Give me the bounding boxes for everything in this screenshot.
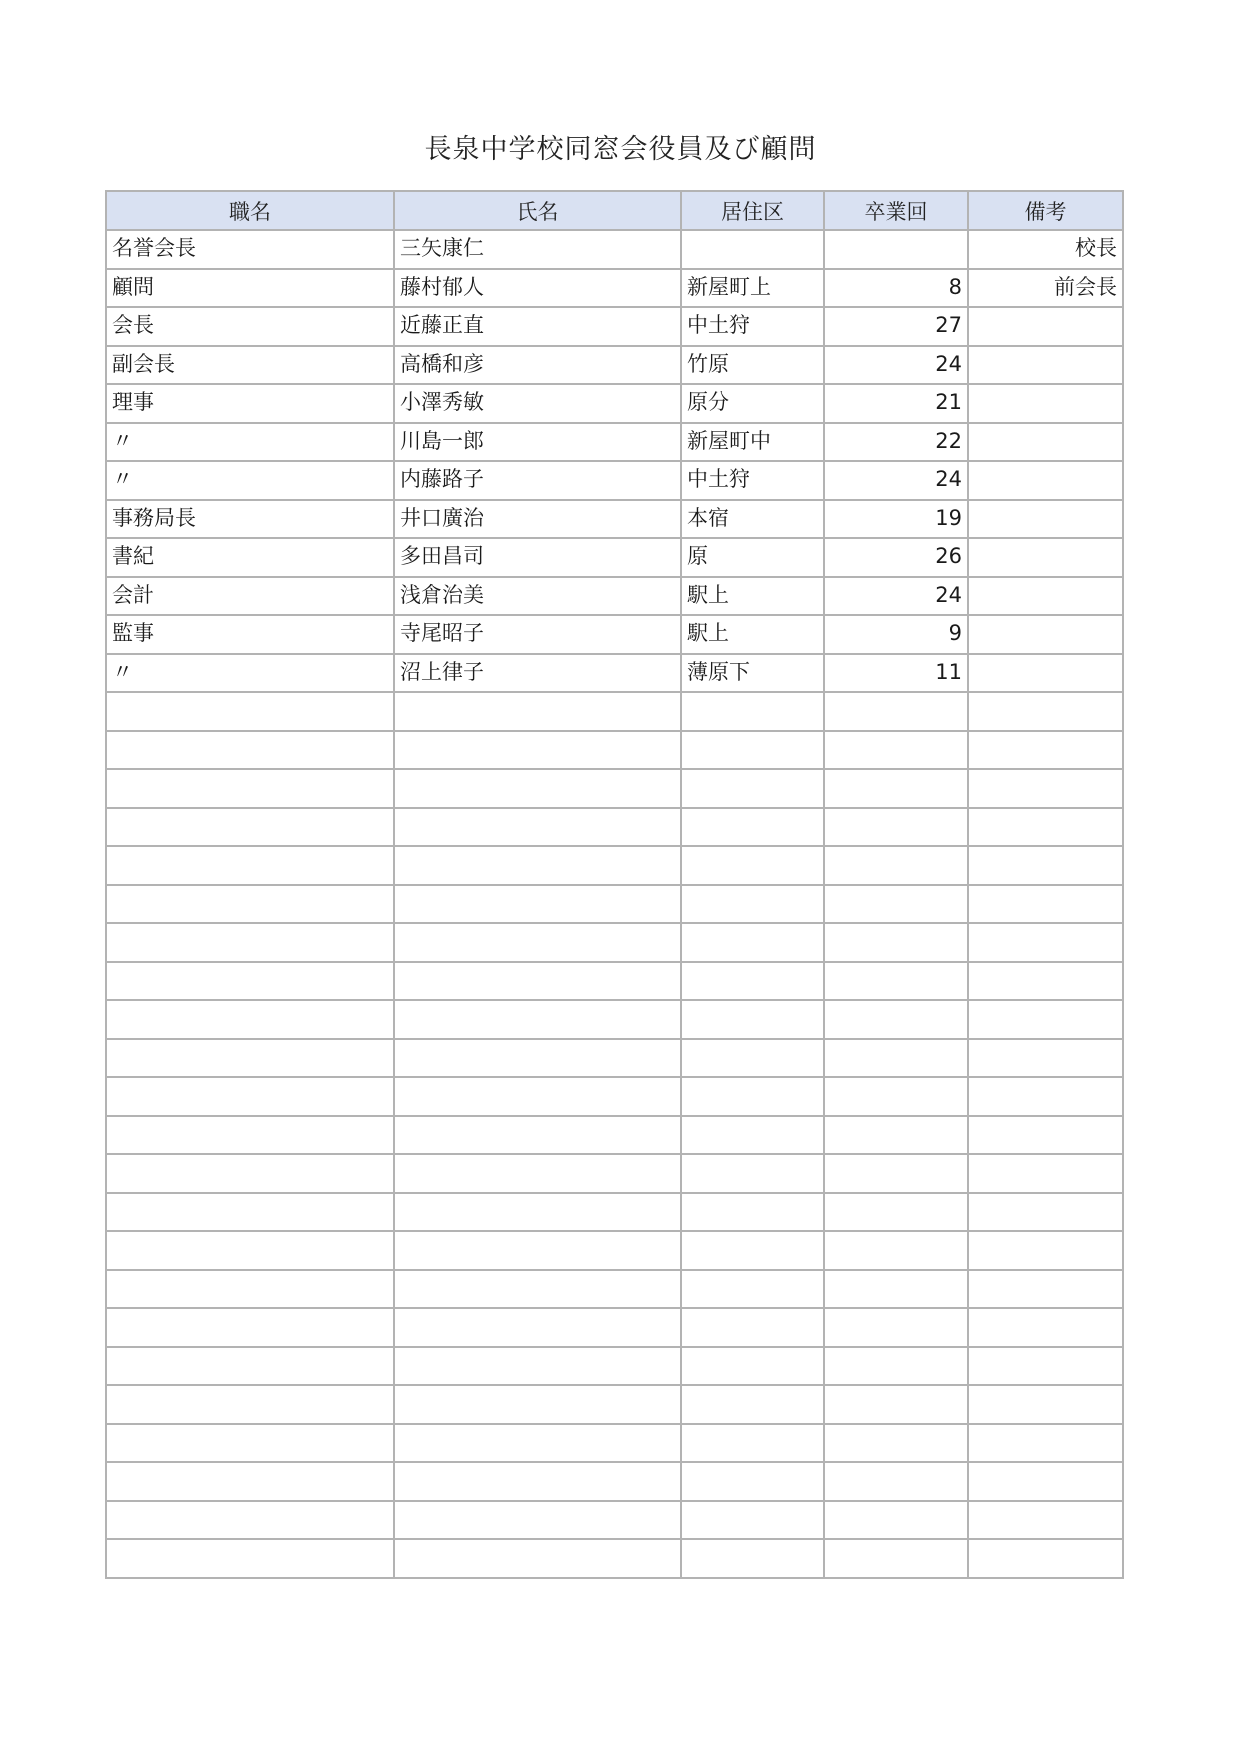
- cell-name: [394, 1462, 681, 1501]
- cell-position: [106, 1385, 394, 1424]
- table-row: [106, 307, 1123, 346]
- cell-name: [394, 1347, 681, 1386]
- empty-table-row: [106, 808, 1123, 847]
- cell-district: [681, 1270, 824, 1309]
- cell-remarks: [968, 1193, 1123, 1232]
- empty-table-row: [106, 885, 1123, 924]
- cell-position: [106, 808, 394, 847]
- cell-name: 寺尾昭子: [394, 615, 681, 654]
- cell-position: [106, 923, 394, 962]
- cell-name: [394, 1501, 681, 1540]
- cell-graduation-class: 8: [824, 269, 968, 308]
- cell-name: [394, 962, 681, 1001]
- cell-district: [681, 923, 824, 962]
- cell-district: 駅上: [681, 577, 824, 616]
- cell-district: [681, 1077, 824, 1116]
- cell-remarks: [968, 654, 1123, 693]
- empty-table-row: [106, 769, 1123, 808]
- cell-position: [106, 769, 394, 808]
- cell-graduation-class: [824, 1116, 968, 1155]
- empty-table-row: [106, 1539, 1123, 1578]
- cell-district: 中土狩: [681, 461, 824, 500]
- empty-table-row: [106, 1039, 1123, 1078]
- empty-table-row: [106, 846, 1123, 885]
- cell-position: [106, 885, 394, 924]
- cell-graduation-class: [824, 769, 968, 808]
- cell-position: 書紀: [106, 538, 394, 577]
- cell-remarks: [968, 1116, 1123, 1155]
- table-body: [106, 230, 1123, 1578]
- cell-district: 原: [681, 538, 824, 577]
- cell-name: [394, 1539, 681, 1578]
- cell-remarks: [968, 1231, 1123, 1270]
- header-position: 職名: [106, 191, 394, 230]
- header-name: 氏名: [394, 191, 681, 230]
- cell-graduation-class: 24: [824, 346, 968, 385]
- cell-position: [106, 731, 394, 770]
- cell-remarks: [968, 1462, 1123, 1501]
- table-row: [106, 423, 1123, 462]
- cell-graduation-class: [824, 731, 968, 770]
- cell-remarks: [968, 1385, 1123, 1424]
- cell-graduation-class: 27: [824, 307, 968, 346]
- header-district: 居住区: [681, 191, 824, 230]
- cell-position: [106, 1539, 394, 1578]
- empty-table-row: [106, 923, 1123, 962]
- cell-district: [681, 1347, 824, 1386]
- cell-name: [394, 1116, 681, 1155]
- cell-district: 中土狩: [681, 307, 824, 346]
- cell-graduation-class: [824, 1385, 968, 1424]
- cell-district: [681, 846, 824, 885]
- cell-remarks: [968, 423, 1123, 462]
- cell-district: 薄原下: [681, 654, 824, 693]
- cell-remarks: [968, 346, 1123, 385]
- cell-district: 本宿: [681, 500, 824, 539]
- cell-remarks: [968, 500, 1123, 539]
- table-row: [106, 461, 1123, 500]
- empty-table-row: [106, 1077, 1123, 1116]
- cell-graduation-class: [824, 1077, 968, 1116]
- cell-remarks: [968, 1539, 1123, 1578]
- table-row: [106, 346, 1123, 385]
- cell-remarks: [968, 923, 1123, 962]
- cell-graduation-class: 9: [824, 615, 968, 654]
- cell-remarks: [968, 538, 1123, 577]
- cell-remarks: [968, 1039, 1123, 1078]
- cell-position: [106, 1308, 394, 1347]
- cell-remarks: [968, 1000, 1123, 1039]
- cell-graduation-class: [824, 1501, 968, 1540]
- cell-position: [106, 692, 394, 731]
- cell-name: 近藤正直: [394, 307, 681, 346]
- cell-remarks: [968, 731, 1123, 770]
- cell-position: [106, 1193, 394, 1232]
- cell-district: [681, 885, 824, 924]
- cell-remarks: [968, 885, 1123, 924]
- cell-name: 多田昌司: [394, 538, 681, 577]
- cell-position: 〃: [106, 654, 394, 693]
- cell-district: [681, 808, 824, 847]
- empty-table-row: [106, 1501, 1123, 1540]
- cell-name: [394, 1039, 681, 1078]
- cell-name: 沼上律子: [394, 654, 681, 693]
- cell-graduation-class: [824, 1270, 968, 1309]
- cell-name: [394, 885, 681, 924]
- cell-name: [394, 1193, 681, 1232]
- cell-district: [681, 1385, 824, 1424]
- cell-name: 藤村郁人: [394, 269, 681, 308]
- cell-graduation-class: [824, 1039, 968, 1078]
- table-header-row: [106, 191, 1123, 230]
- table-row: [106, 500, 1123, 539]
- cell-graduation-class: [824, 692, 968, 731]
- cell-remarks: [968, 808, 1123, 847]
- cell-graduation-class: [824, 1308, 968, 1347]
- cell-graduation-class: [824, 808, 968, 847]
- cell-graduation-class: [824, 1347, 968, 1386]
- cell-district: [681, 1501, 824, 1540]
- table-row: [106, 384, 1123, 423]
- cell-remarks: [968, 1424, 1123, 1463]
- empty-table-row: [106, 1462, 1123, 1501]
- cell-graduation-class: 19: [824, 500, 968, 539]
- cell-district: [681, 1154, 824, 1193]
- cell-remarks: [968, 307, 1123, 346]
- cell-position: 顧問: [106, 269, 394, 308]
- table-row: [106, 269, 1123, 308]
- cell-name: [394, 1270, 681, 1309]
- cell-graduation-class: [824, 1462, 968, 1501]
- cell-graduation-class: [824, 1539, 968, 1578]
- empty-table-row: [106, 1347, 1123, 1386]
- cell-remarks: [968, 1308, 1123, 1347]
- cell-position: [106, 1462, 394, 1501]
- empty-table-row: [106, 1424, 1123, 1463]
- cell-graduation-class: 24: [824, 577, 968, 616]
- cell-remarks: [968, 769, 1123, 808]
- cell-graduation-class: 26: [824, 538, 968, 577]
- cell-remarks: [968, 615, 1123, 654]
- cell-district: [681, 1462, 824, 1501]
- cell-district: [681, 962, 824, 1001]
- cell-remarks: [968, 1270, 1123, 1309]
- cell-district: 竹原: [681, 346, 824, 385]
- cell-position: 会計: [106, 577, 394, 616]
- cell-name: [394, 731, 681, 770]
- empty-table-row: [106, 1231, 1123, 1270]
- cell-name: [394, 769, 681, 808]
- page-title: 長泉中学校同窓会役員及び顧問: [424, 134, 817, 165]
- empty-table-row: [106, 692, 1123, 731]
- cell-remarks: [968, 692, 1123, 731]
- empty-table-row: [106, 1193, 1123, 1232]
- cell-graduation-class: [824, 230, 968, 269]
- cell-position: [106, 1270, 394, 1309]
- cell-name: [394, 692, 681, 731]
- cell-position: [106, 1424, 394, 1463]
- cell-graduation-class: [824, 1154, 968, 1193]
- cell-graduation-class: [824, 846, 968, 885]
- empty-table-row: [106, 1154, 1123, 1193]
- cell-district: 新屋町中: [681, 423, 824, 462]
- cell-position: [106, 1077, 394, 1116]
- cell-name: [394, 1154, 681, 1193]
- cell-graduation-class: 11: [824, 654, 968, 693]
- empty-table-row: [106, 1116, 1123, 1155]
- cell-district: [681, 1193, 824, 1232]
- cell-name: 高橋和彦: [394, 346, 681, 385]
- table-row: [106, 615, 1123, 654]
- cell-position: [106, 846, 394, 885]
- cell-position: 理事: [106, 384, 394, 423]
- cell-position: 〃: [106, 461, 394, 500]
- cell-name: [394, 1077, 681, 1116]
- cell-remarks: [968, 1154, 1123, 1193]
- cell-district: [681, 1539, 824, 1578]
- cell-remarks: [968, 1501, 1123, 1540]
- cell-district: [681, 230, 824, 269]
- cell-name: [394, 846, 681, 885]
- empty-table-row: [106, 1270, 1123, 1309]
- cell-graduation-class: [824, 962, 968, 1001]
- empty-table-row: [106, 1000, 1123, 1039]
- cell-name: [394, 923, 681, 962]
- officers-table: [105, 190, 1124, 1579]
- cell-remarks: [968, 962, 1123, 1001]
- cell-graduation-class: [824, 1193, 968, 1232]
- cell-position: 〃: [106, 423, 394, 462]
- cell-district: [681, 1308, 824, 1347]
- cell-remarks: [968, 461, 1123, 500]
- cell-graduation-class: [824, 1000, 968, 1039]
- empty-table-row: [106, 1308, 1123, 1347]
- cell-position: 名誉会長: [106, 230, 394, 269]
- cell-position: [106, 962, 394, 1001]
- cell-graduation-class: [824, 1424, 968, 1463]
- cell-district: [681, 1039, 824, 1078]
- cell-graduation-class: 21: [824, 384, 968, 423]
- cell-position: [106, 1347, 394, 1386]
- cell-position: 副会長: [106, 346, 394, 385]
- cell-name: 内藤路子: [394, 461, 681, 500]
- cell-name: [394, 1385, 681, 1424]
- cell-district: [681, 1116, 824, 1155]
- cell-position: 事務局長: [106, 500, 394, 539]
- cell-remarks: [968, 577, 1123, 616]
- cell-name: [394, 1424, 681, 1463]
- cell-district: [681, 769, 824, 808]
- cell-position: 会長: [106, 307, 394, 346]
- cell-district: 原分: [681, 384, 824, 423]
- cell-name: [394, 1231, 681, 1270]
- cell-graduation-class: [824, 885, 968, 924]
- cell-district: [681, 1424, 824, 1463]
- cell-remarks: [968, 384, 1123, 423]
- cell-district: [681, 731, 824, 770]
- cell-name: 川島一郎: [394, 423, 681, 462]
- header-graduation-class: 卒業回: [824, 191, 968, 230]
- table-row: [106, 654, 1123, 693]
- cell-district: [681, 1000, 824, 1039]
- cell-remarks: 校長: [968, 230, 1123, 269]
- cell-position: 監事: [106, 615, 394, 654]
- cell-name: [394, 1308, 681, 1347]
- cell-name: 三矢康仁: [394, 230, 681, 269]
- empty-table-row: [106, 962, 1123, 1001]
- header-remarks: 備考: [968, 191, 1123, 230]
- cell-position: [106, 1231, 394, 1270]
- cell-name: 井口廣治: [394, 500, 681, 539]
- cell-name: [394, 808, 681, 847]
- cell-district: [681, 1231, 824, 1270]
- cell-district: 新屋町上: [681, 269, 824, 308]
- cell-position: [106, 1116, 394, 1155]
- cell-remarks: 前会長: [968, 269, 1123, 308]
- cell-remarks: [968, 1347, 1123, 1386]
- cell-graduation-class: [824, 1231, 968, 1270]
- cell-district: 駅上: [681, 615, 824, 654]
- cell-graduation-class: [824, 923, 968, 962]
- cell-name: 小澤秀敏: [394, 384, 681, 423]
- cell-district: [681, 692, 824, 731]
- empty-table-row: [106, 1385, 1123, 1424]
- cell-position: [106, 1154, 394, 1193]
- empty-table-row: [106, 731, 1123, 770]
- cell-remarks: [968, 846, 1123, 885]
- cell-graduation-class: 22: [824, 423, 968, 462]
- cell-position: [106, 1039, 394, 1078]
- cell-name: 浅倉治美: [394, 577, 681, 616]
- table-row: [106, 538, 1123, 577]
- cell-name: [394, 1000, 681, 1039]
- cell-graduation-class: 24: [824, 461, 968, 500]
- cell-remarks: [968, 1077, 1123, 1116]
- table-row: [106, 230, 1123, 269]
- cell-position: [106, 1000, 394, 1039]
- table-row: [106, 577, 1123, 616]
- cell-position: [106, 1501, 394, 1540]
